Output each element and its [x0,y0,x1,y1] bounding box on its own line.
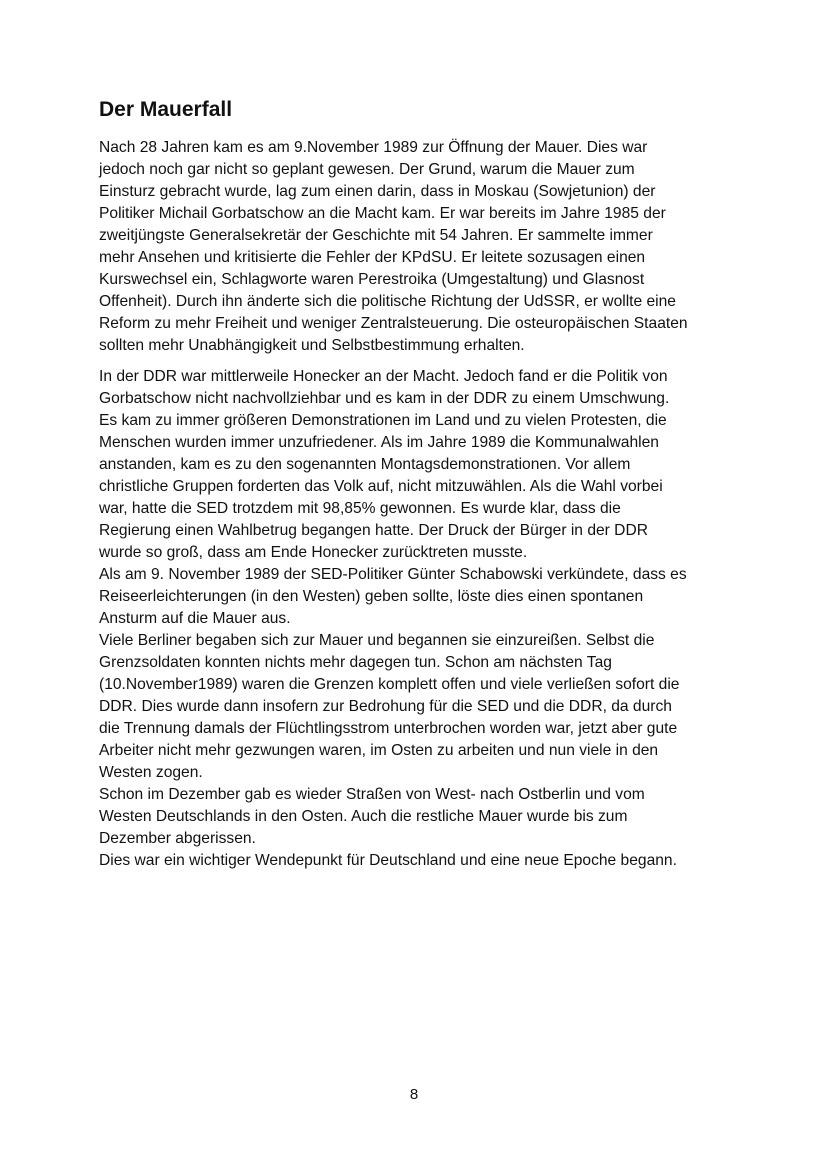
text-line: jedoch noch gar nicht so geplant gewesen. Der Grund, warum die Mauer zum [99,161,635,178]
body-text [99,137,739,881]
text-line: Regierung einen Wahlbetrug begangen hatte. Der Druck der Bürger in der DDR [99,522,648,539]
text-line: Schon im Dezember gab es wieder Straßen von West- nach Ostberlin und vom [99,786,645,803]
text-line: Einsturz gebracht wurde, lag zum einen darin, dass in Moskau (Sowjetunion) der [99,183,656,200]
page-number: 8 [409,1086,419,1103]
text-line: die Trennung damals der Flüchtlingsstrom unterbrochen worden war, jetzt aber gute [99,720,678,737]
text-line: Nach 28 Jahren kam es am 9.November 1989 zur Öffnung der Mauer. Dies war [99,139,648,156]
text-line: sollten mehr Unabhängigkeit und Selbstbestimmung erhalten. [99,337,525,354]
text-line: Als am 9. November 1989 der SED-Politiker Günter Schabowski verkündete, dass es [99,566,687,583]
paragraph [99,137,739,357]
page-title: Der Mauerfall [99,98,233,121]
text-line: Arbeiter nicht mehr gezwungen waren, im Osten zu arbeiten und nun viele in den [99,742,659,759]
text-line: Westen zogen. [99,764,203,781]
text-line: Westen Deutschlands in den Osten. Auch die restliche Mauer wurde bis zum [99,808,628,825]
text-line: Viele Berliner begaben sich zur Mauer und begannen sie einzureißen. Selbst die [99,632,655,649]
text-line: Es kam zu immer größeren Demonstrationen im Land und zu vielen Protesten, die [99,412,667,429]
text-line: war, hatte die SED trotzdem mit 98,85% gewonnen. Es wurde klar, dass die [99,500,621,517]
text-line: In der DDR war mittlerweile Honecker an der Macht. Jedoch fand er die Politik von [99,368,668,385]
text-line: wurde so groß, dass am Ende Honecker zurücktreten musste. [99,544,528,561]
text-line: Kurswechsel ein, Schlagworte waren Perestroika (Umgestaltung) und Glasnost [99,271,645,288]
text-line: anstanden, kam es zu den sogenannten Montagsdemonstrationen. Vor allem [99,456,631,473]
text-line: Dies war ein wichtiger Wendepunkt für Deutschland und eine neue Epoche begann. [99,852,677,869]
text-line: Reiseerleichterungen (in den Westen) geben sollte, löste dies einen spontanen [99,588,644,605]
text-line: Gorbatschow nicht nachvollziehbar und es kam in der DDR zu einem Umschwung. [99,390,670,407]
text-line: zweitjüngste Generalsekretär der Geschichte mit 54 Jahren. Er sammelte immer [99,227,653,244]
text-line: Dezember abgerissen. [99,830,256,847]
text-line: Offenheit). Durch ihn änderte sich die politische Richtung der UdSSR, er wollte eine [99,293,676,310]
paragraph [99,366,739,872]
text-line: Grenzsoldaten konnten nichts mehr dagegen tun. Schon am nächsten Tag [99,654,612,671]
text-line: Ansturm auf die Mauer aus. [99,610,291,627]
text-line: Menschen wurden immer unzufriedener. Als im Jahre 1989 die Kommunalwahlen [99,434,659,451]
text-line: DDR. Dies wurde dann insofern zur Bedrohung für die SED und die DDR, da durch [99,698,672,715]
text-line: Reform zu mehr Freiheit und weniger Zentralsteuerung. Die osteuropäischen Staaten [99,315,688,332]
text-line: christliche Gruppen forderten das Volk auf, nicht mitzuwählen. Als die Wahl vorbei [99,478,663,495]
text-line: (10.November1989) waren die Grenzen komplett offen und viele verließen sofort die [99,676,680,693]
text-line: mehr Ansehen und kritisierte die Fehler der KPdSU. Er leitete sozusagen einen [99,249,646,266]
text-line: Politiker Michail Gorbatschow an die Macht kam. Er war bereits im Jahre 1985 der [99,205,666,222]
